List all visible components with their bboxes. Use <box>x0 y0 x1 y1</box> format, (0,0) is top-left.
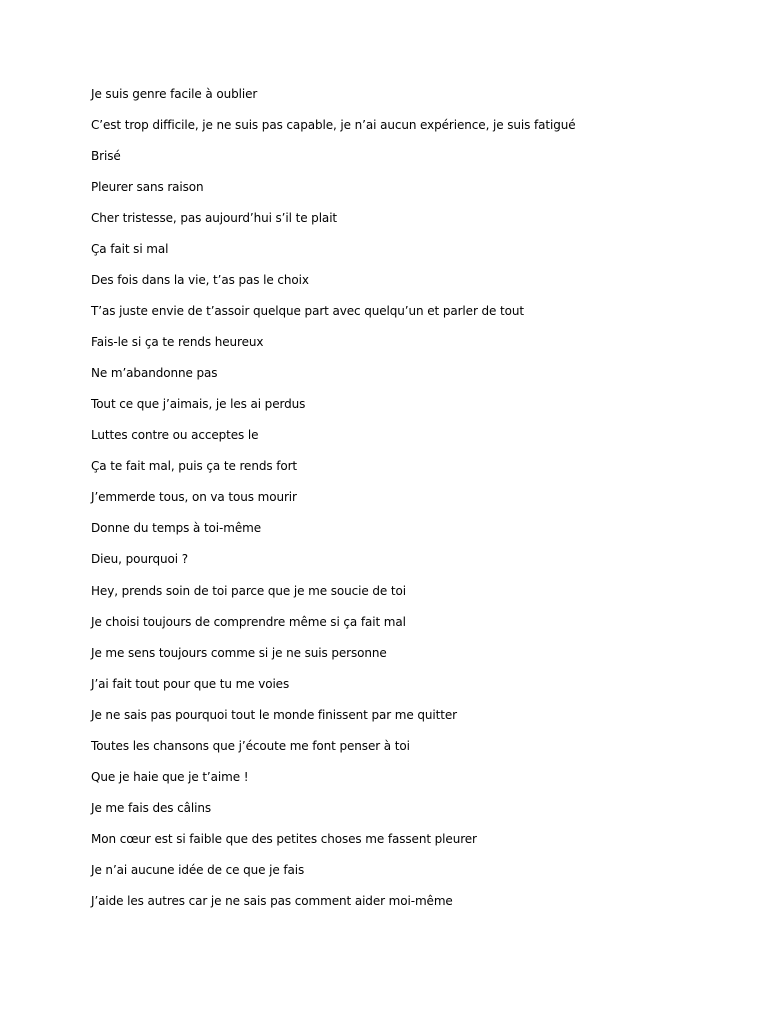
text-line: Je ne sais pas pourquoi tout le monde finissent par me quitter <box>91 707 457 722</box>
text-line: Pleurer sans raison <box>91 180 204 195</box>
text-line: Je choisi toujours de comprendre même si ça fait mal <box>91 614 406 629</box>
text-line: C’est trop difficile, je ne suis pas capable, je n’ai aucun expérience, je suis fatigué <box>91 118 576 133</box>
text-lines <box>91 86 576 924</box>
text-line: Brisé <box>91 149 121 164</box>
text-line: Dieu, pourquoi ? <box>91 552 188 567</box>
text-line: Luttes contre ou acceptes le <box>91 428 259 443</box>
text-line: Ça te fait mal, puis ça te rends fort <box>91 459 298 474</box>
text-line: Je suis genre facile à oublier <box>91 87 258 101</box>
text-line: Tout ce que j’aimais, je les ai perdus <box>91 397 306 412</box>
text-line: Des fois dans la vie, t’as pas le choix <box>91 273 309 288</box>
text-line: Je me sens toujours comme si je ne suis personne <box>91 645 387 660</box>
text-line: Cher tristesse, pas aujourd’hui s’il te plait <box>91 211 338 226</box>
text-line: T’as juste envie de t’assoir quelque part avec quelqu’un et parler de tout <box>91 304 524 319</box>
text-line: J’emmerde tous, on va tous mourir <box>91 490 297 505</box>
text-line: J’aide les autres car je ne sais pas comment aider moi-même <box>91 893 453 908</box>
text-line: Ne m’abandonne pas <box>91 366 218 381</box>
text-line: Ça fait si mal <box>91 242 169 257</box>
text-line: Je n’ai aucune idée de ce que je fais <box>91 862 305 877</box>
text-line: Donne du temps à toi-même <box>91 521 262 536</box>
text-line: Que je haie que je t’aime ! <box>91 769 249 784</box>
text-line: Hey, prends soin de toi parce que je me soucie de toi <box>91 583 406 598</box>
text-line: Mon cœur est si faible que des petites choses me fassent pleurer <box>91 831 477 846</box>
text-line: Fais-le si ça te rends heureux <box>91 335 264 350</box>
text-line: Je me fais des câlins <box>91 800 212 815</box>
text-line: Toutes les chansons que j’écoute me font penser à toi <box>91 738 410 753</box>
text-line: J’ai fait tout pour que tu me voies <box>91 676 290 691</box>
